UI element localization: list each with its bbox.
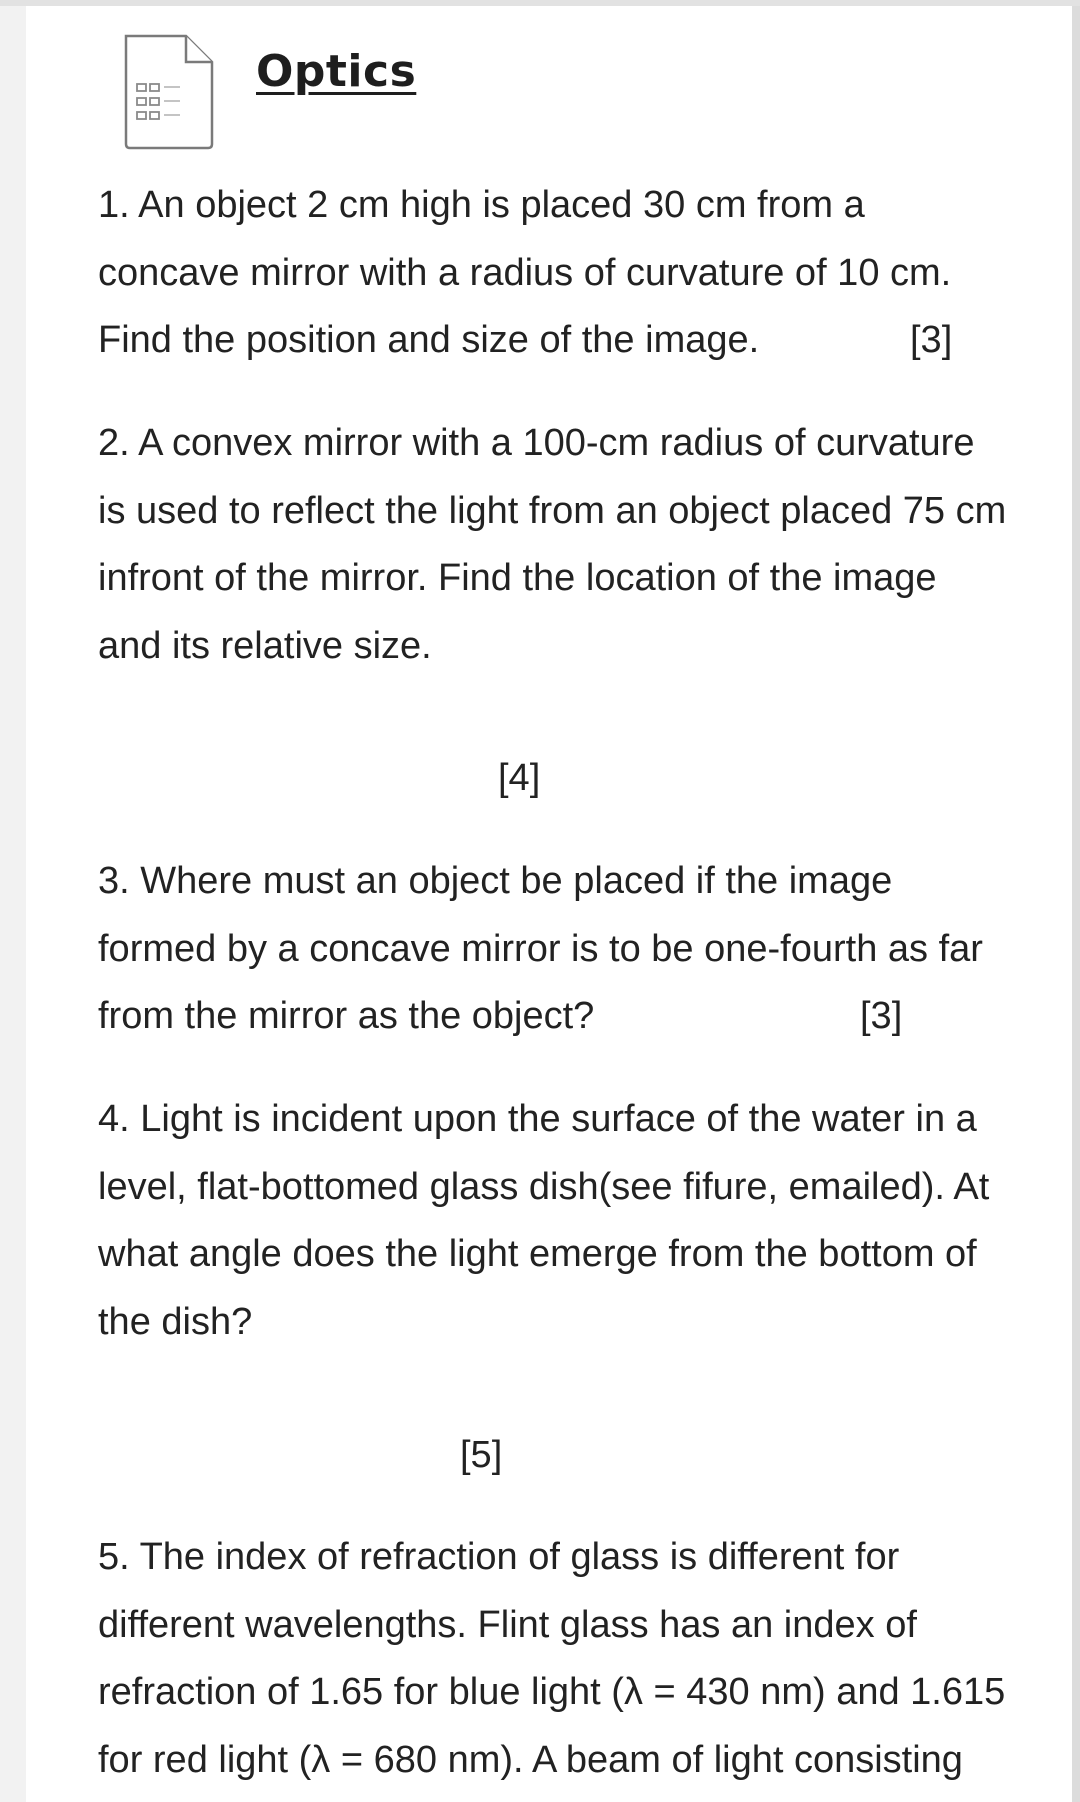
question-5 [98,1524,1058,1794]
document-title: Optics [256,46,417,97]
question-line: for red light (λ = 680 nm). A beam of light consisting [98,1738,963,1781]
question-2-marks: [4] [498,757,541,799]
question-4-marks: [5] [460,1434,503,1476]
question-3 [98,848,1058,1051]
question-line: what angle does the light emerge from the bottom of [98,1233,977,1275]
question-1-marks: [3] [910,319,953,361]
question-line: refraction of 1.65 for blue light (λ = 430 nm) and 1.615 [98,1671,1006,1713]
question-4 [98,1086,1058,1356]
question-line: concave mirror with a radius of curvature of 10 cm. [98,251,952,294]
question-line: from the mirror as the object? [98,995,595,1037]
question-line: Find the position and size of the image. [98,319,760,361]
question-line: 2. A convex mirror with a 100-cm radius of curvature [98,422,975,464]
question-line: level, flat-bottomed glass dish(see fifure, emailed). At [98,1165,990,1208]
question-line: the dish? [98,1300,253,1343]
question-line: 1. An object 2 cm high is placed 30 cm from a [98,184,865,226]
question-line: 5. The index of refraction of glass is different for [98,1536,900,1578]
question-line: formed by a concave mirror is to be one-fourth as far [98,927,983,970]
question-line: 4. Light is incident upon the surface of the water in a [98,1098,977,1140]
document-page [26,6,1072,1802]
question-2 [98,410,1058,680]
question-line: and its relative size. [98,624,432,667]
document-icon [112,32,216,150]
question-line: infront of the mirror. Find the location of the image [98,557,937,599]
question-line: different wavelengths. Flint glass has an index of [98,1603,917,1646]
question-line: 3. Where must an object be placed if the image [98,860,893,902]
scrollbar[interactable] [1072,6,1080,1802]
question-line: is used to reflect the light from an object placed 75 cm [98,489,1007,532]
question-3-marks: [3] [860,995,903,1037]
